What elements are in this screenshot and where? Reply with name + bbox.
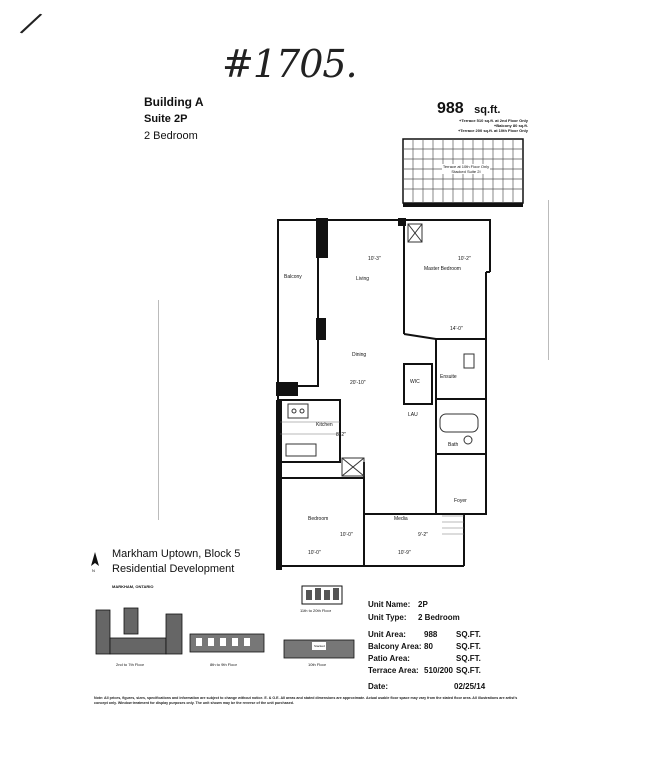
keyplan-middle-caption: 8th to 9th Floor	[210, 662, 237, 667]
unit-info-unit: SQ.FT.	[456, 630, 481, 639]
keyplan-left	[94, 604, 186, 667]
unit-info-label: Unit Area:	[368, 630, 406, 639]
room-dining: Dining	[352, 352, 367, 358]
unit-info-row	[368, 666, 488, 678]
unit-info-value: 2 Bedroom	[418, 613, 460, 622]
keyplan-left-caption: 2nd to 7th Floor	[116, 662, 145, 667]
north-label: N	[92, 568, 95, 573]
area-unit: sq.ft.	[474, 104, 501, 116]
room-master-dim: 10'-2"	[458, 256, 471, 262]
room-master-bedroom: Master Bedroom	[424, 266, 461, 272]
unit-info-row	[368, 682, 488, 694]
project-location: MARKHAM, ONTARIO	[112, 584, 154, 589]
room-master-dim2: 14'-0"	[450, 326, 463, 332]
unit-info-row	[368, 630, 488, 642]
room-bedroom-dim1: 10'-0"	[340, 532, 353, 538]
room-media-dim1: 9'-2"	[418, 532, 428, 538]
suite-label: Suite 2P	[144, 113, 188, 125]
handwritten-unit-number: #1705.	[222, 42, 357, 86]
unit-info-value: 02/25/14	[454, 682, 486, 691]
building-label: Building A	[144, 95, 204, 109]
unit-info-unit: SQ.FT.	[456, 654, 481, 663]
handwritten-stroke: /	[20, 5, 42, 42]
room-living-dim: 10'-3"	[368, 256, 381, 262]
room-dining-dim: 20'-10"	[350, 380, 366, 386]
unit-info-unit: SQ.FT.	[456, 642, 481, 651]
keyplan-left-svg	[94, 604, 186, 658]
area-note: +Terrace 200 sq.ft. at 10th Floor Only	[457, 128, 528, 133]
unit-area	[437, 100, 500, 118]
terrace-note-line: Stacked Suite 2I	[451, 169, 481, 174]
unit-info-row	[368, 613, 488, 625]
area-notes	[418, 118, 528, 133]
area-value: 988	[437, 100, 464, 117]
floor-plan-svg	[268, 214, 498, 574]
project-line1: Markham Uptown, Block 5	[112, 548, 241, 560]
room-foyer: Foyer	[454, 498, 467, 504]
unit-info-value: 2P	[418, 600, 428, 609]
room-kitchen: Kitchen	[316, 422, 333, 428]
unit-info-value: 988	[424, 630, 438, 639]
unit-info-row	[368, 600, 488, 612]
bedroom-label: 2 Bedroom	[144, 130, 198, 142]
keyplan-right-svg	[282, 636, 358, 662]
keyplan-right	[282, 636, 358, 667]
room-living: Living	[356, 276, 370, 282]
room-media-dim2: 10'-9"	[398, 550, 411, 556]
project-line2: Residential Development	[112, 563, 235, 575]
room-ensuite: Ensuite	[440, 374, 457, 380]
unit-info-label: Unit Type:	[368, 613, 407, 622]
unit-info-label: Date:	[368, 682, 389, 691]
terrace-note-line: Terrace at 10th Floor Only	[442, 164, 490, 169]
unit-info-label: Terrace Area:	[368, 666, 419, 675]
unit-info-row	[368, 654, 488, 666]
floor-plan	[268, 214, 498, 574]
room-laundry: LAU	[408, 412, 418, 418]
scan-artifact	[158, 300, 159, 520]
unit-info-label: Unit Name:	[368, 600, 411, 609]
terrace-note	[442, 164, 490, 174]
keyplan-middle	[188, 630, 268, 667]
unit-info-unit: SQ.FT.	[456, 666, 481, 675]
terrace-plan	[402, 138, 526, 217]
area-note: +Terrace 510 sq.ft. at 2nd Floor Only	[459, 118, 528, 123]
room-kitchen-dim: 8'-2"	[336, 432, 346, 438]
room-bath: Bath	[448, 442, 459, 448]
room-bedroom-dim2: 10'-0"	[308, 550, 321, 556]
room-bedroom: Bedroom	[308, 516, 329, 522]
area-note: +Balcony 80 sq.ft.	[493, 123, 528, 128]
unit-info-table	[368, 600, 488, 696]
room-balcony: Balcony	[284, 274, 302, 280]
scan-artifact	[548, 200, 549, 360]
terrace-grid-svg	[402, 138, 526, 212]
keyplan-stacked-label: Stacked	[314, 644, 325, 648]
unit-info-row	[368, 642, 488, 654]
room-wic: WIC	[410, 379, 420, 385]
project-title	[112, 548, 240, 575]
unit-info-value: 80	[424, 642, 433, 651]
keyplan-middle-svg	[188, 630, 268, 656]
keyplan-right-caption: 10th Floor	[308, 662, 327, 667]
disclaimer-note: Note: All prices, figures, sizes, specifications and information are subject to change without notice. E. & O.E. All areas and stated dimensions are approximate. Actual usable floor space may vary from the stated floor area. All illustrations are artist's concept only. Window treatment for display purposes only. The unit shown may be the reverse of the unit purchased.	[94, 696, 518, 705]
keyplan-top	[300, 582, 344, 612]
keyplan-top-caption: 11th to 20th Floor	[300, 608, 332, 613]
room-media: Media	[394, 516, 408, 522]
unit-info-label: Balcony Area:	[368, 642, 422, 651]
unit-info-label: Patio Area:	[368, 654, 410, 663]
unit-info-value: 510/200	[424, 666, 453, 675]
north-arrow	[90, 552, 100, 577]
